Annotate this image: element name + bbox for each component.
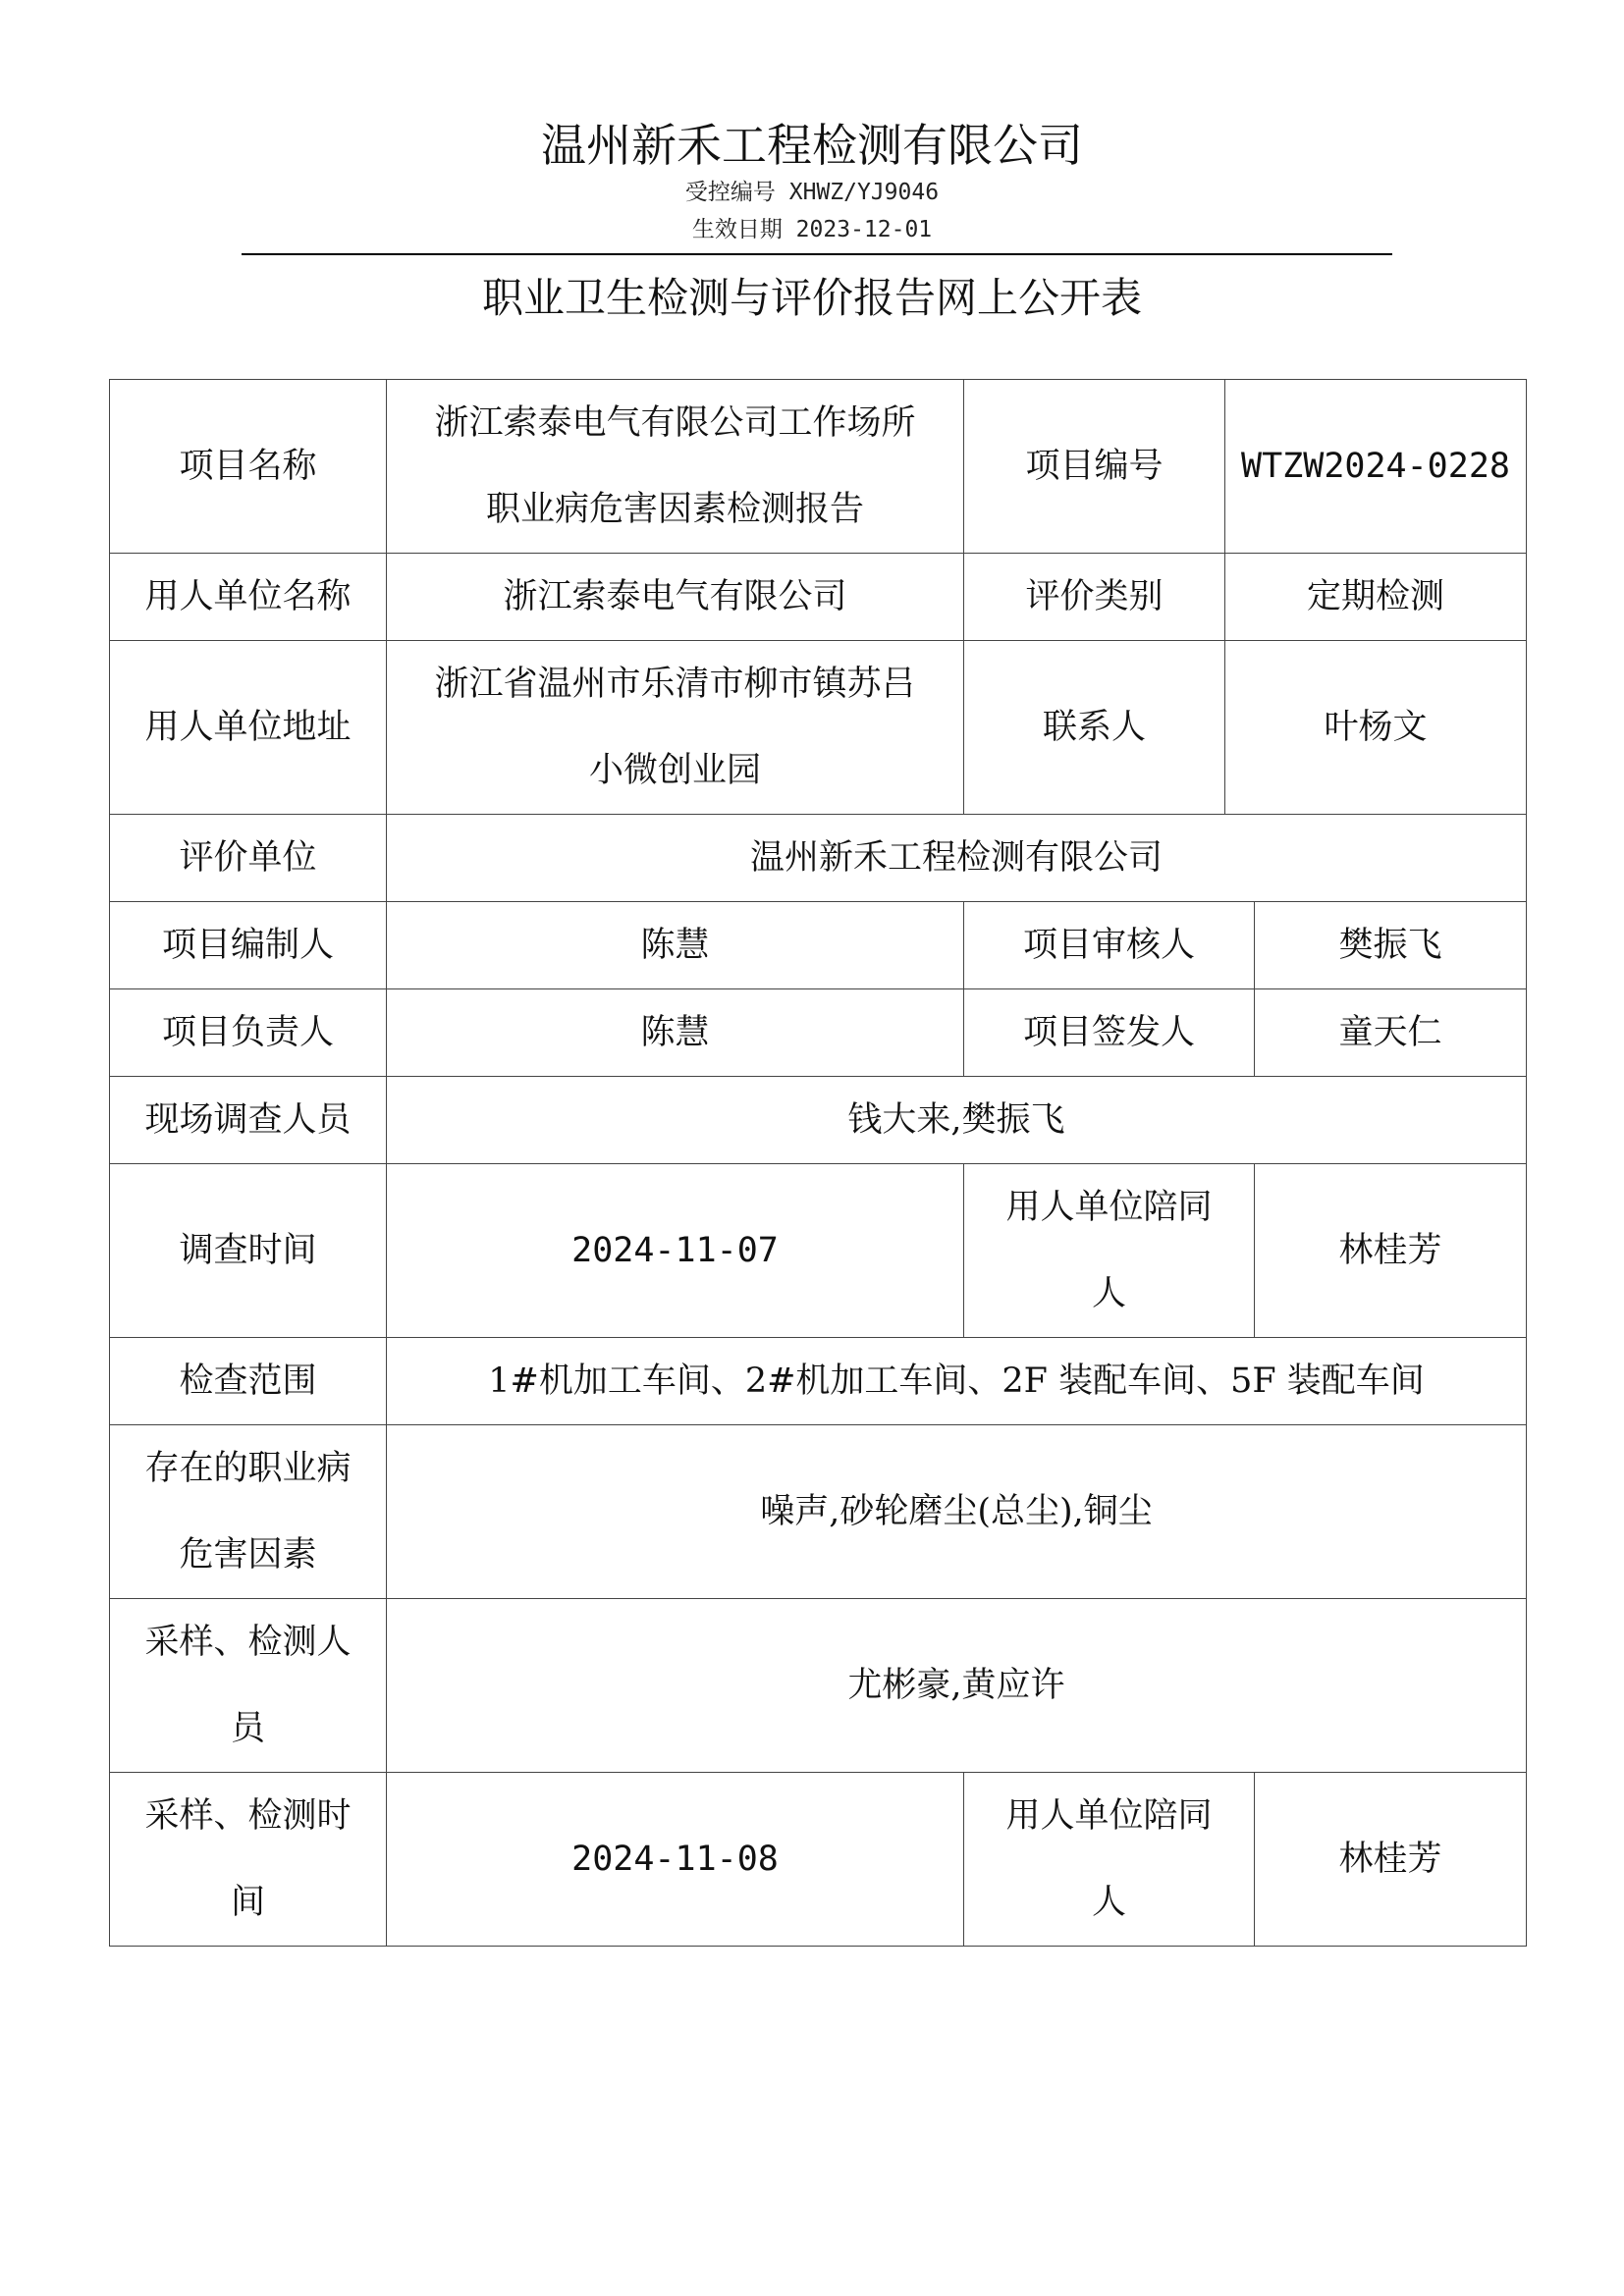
table-row [110,1338,1527,1425]
table-row [110,1599,1527,1773]
survey-time-label: 调查时间 [110,1164,387,1338]
employer-address-line1: 浙江省温州市乐清市柳市镇苏吕 [434,665,916,704]
scope-label: 检查范围 [110,1338,387,1425]
site-staff-label: 现场调查人员 [110,1077,387,1164]
leader-value: 陈慧 [387,989,964,1077]
scope-value: 1#机加工车间、2#机加工车间、2F 装配车间、5F 装配车间 [387,1338,1527,1425]
table-row [110,554,1527,641]
table-row [110,815,1527,902]
control-number: 受控编号 XHWZ/YJ9046 [684,180,940,205]
contact-label: 联系人 [964,641,1225,815]
sampling-staff-value: 尤彬豪,黄应许 [387,1599,1527,1773]
sampling-time-label [110,1773,387,1947]
header-divider [242,253,1392,255]
employer-address-value [387,641,964,815]
sampling-time-label-line1: 采样、检测时 [144,1796,352,1836]
project-name-value [387,380,964,554]
compiler-label: 项目编制人 [110,902,387,989]
leader-label: 项目负责人 [110,989,387,1077]
sampling-staff-label [110,1599,387,1773]
table-row [110,989,1527,1077]
issuer-label: 项目签发人 [964,989,1255,1077]
sampling-time-value: 2024-11-08 [387,1773,964,1947]
sampling-time-label-line2: 间 [230,1883,265,1922]
contact-value: 叶杨文 [1225,641,1527,815]
table-row [110,1425,1527,1599]
document-title: 职业卫生检测与评价报告网上公开表 [481,274,1142,322]
eval-unit-label: 评价单位 [110,815,387,902]
eval-type-value: 定期检测 [1225,554,1527,641]
survey-time-value: 2024-11-07 [387,1164,964,1338]
employer-address-label: 用人单位地址 [110,641,387,815]
table-row [110,1077,1527,1164]
compiler-value: 陈慧 [387,902,964,989]
survey-companion-value: 林桂芳 [1255,1164,1527,1338]
table-row [110,380,1527,554]
sampling-companion-label [964,1773,1255,1947]
table-row [110,902,1527,989]
project-name-line1: 浙江索泰电气有限公司工作场所 [434,403,916,443]
table-row [110,1773,1527,1947]
company-name: 温州新禾工程检测有限公司 [541,119,1083,172]
hazards-value: 噪声,砂轮磨尘(总尘),铜尘 [387,1425,1527,1599]
sampling-companion-label-line1: 用人单位陪同 [1005,1796,1213,1836]
employer-name-value: 浙江索泰电气有限公司 [387,554,964,641]
survey-companion-label-line1: 用人单位陪同 [1005,1188,1213,1227]
eval-unit-value: 温州新禾工程检测有限公司 [387,815,1527,902]
hazards-label-line2: 危害因素 [179,1535,317,1575]
reviewer-value: 樊振飞 [1255,902,1527,989]
disclosure-table [109,379,1527,1947]
hazards-label-line1: 存在的职业病 [144,1449,352,1488]
issuer-value: 童天仁 [1255,989,1527,1077]
employer-address-line2: 小微创业园 [588,751,761,790]
survey-companion-label-line2: 人 [1091,1274,1126,1313]
sampling-staff-label-line2: 员 [230,1709,265,1748]
effective-date: 生效日期 2023-12-01 [691,217,933,242]
project-name-line2: 职业病危害因素检测报告 [485,490,864,529]
reviewer-label: 项目审核人 [964,902,1255,989]
project-no-label: 项目编号 [964,380,1225,554]
table-row [110,1164,1527,1338]
employer-name-label: 用人单位名称 [110,554,387,641]
hazards-label [110,1425,387,1599]
sampling-staff-label-line1: 采样、检测人 [144,1623,352,1662]
project-name-label: 项目名称 [110,380,387,554]
sampling-companion-label-line2: 人 [1091,1883,1126,1922]
survey-companion-label [964,1164,1255,1338]
eval-type-label: 评价类别 [964,554,1225,641]
site-staff-value: 钱大来,樊振飞 [387,1077,1527,1164]
table-row [110,641,1527,815]
sampling-companion-value: 林桂芳 [1255,1773,1527,1947]
project-no-value: WTZW2024-0228 [1225,380,1527,554]
